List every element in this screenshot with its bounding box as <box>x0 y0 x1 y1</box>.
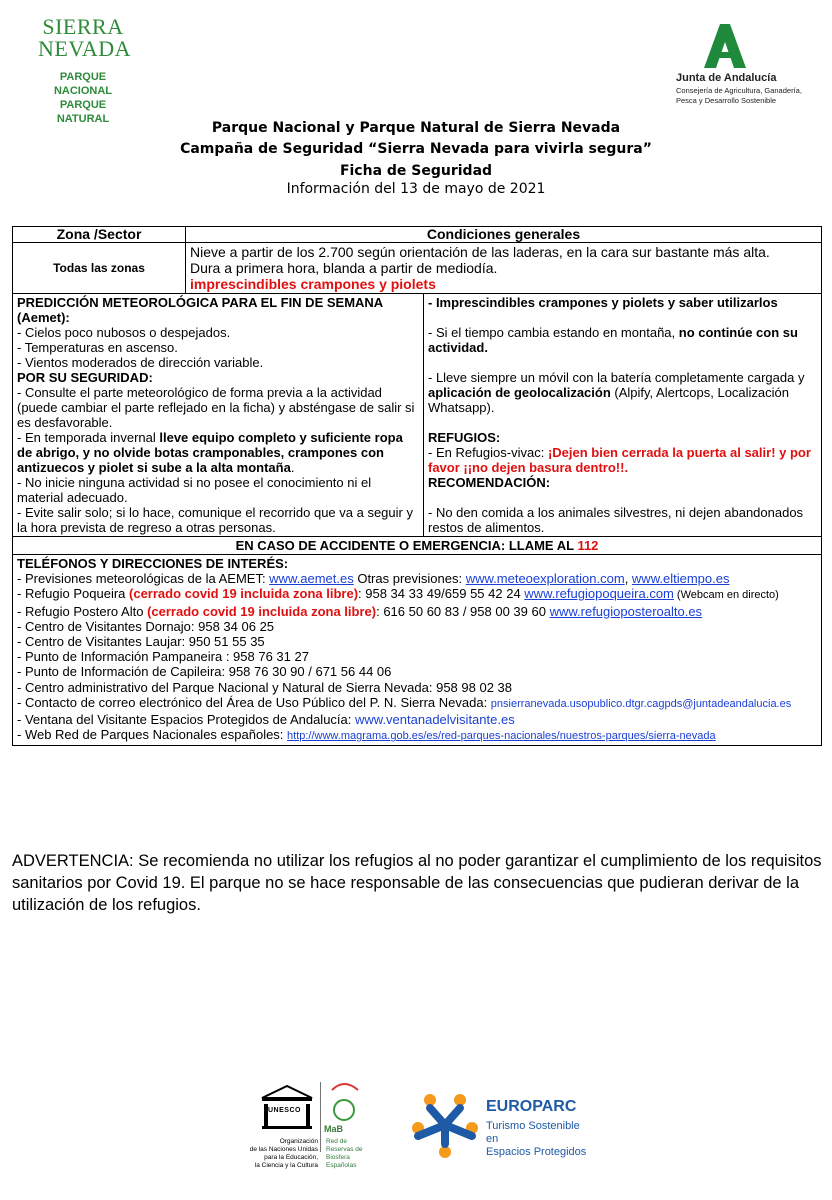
advice-text: - Lleve siempre un móvil con la batería completamente cargada y <box>428 370 805 385</box>
poqueira-link[interactable]: www.refugiopoqueira.com <box>524 586 674 602</box>
unesco-temple-icon <box>232 1080 382 1190</box>
mab-text: MaB <box>324 1124 344 1134</box>
junta-subtitle <box>676 86 816 106</box>
meteoexploration-link[interactable]: www.meteoexploration.com <box>465 571 625 587</box>
safety-text: . <box>290 460 295 475</box>
junta-emblem-icon <box>696 22 766 70</box>
eltiempo-link[interactable]: www.eltiempo.es <box>631 571 730 587</box>
emergency-label: EN CASO DE ACCIDENTE O EMERGENCIA: LLAME AL <box>235 538 578 553</box>
unesco-mab-logo <box>232 1080 382 1190</box>
europarc-logo <box>410 1090 590 1170</box>
phones-cell <box>13 555 822 746</box>
europarc-subtitle <box>486 1120 590 1159</box>
zone-cell: Todas las zonas <box>13 243 186 294</box>
advice-text: (Alpify, Alertcops, Localización Whatsapp). <box>428 385 790 415</box>
logo-text: NEVADA <box>38 36 132 61</box>
forecast-item: - Cielos poco nubosos o despejados. <box>17 325 231 340</box>
contact-text: : 616 50 60 83 / 958 00 39 60 <box>376 603 550 619</box>
contact-line: - Centro de Visitantes Dornajo: 958 34 06 25 <box>17 618 275 634</box>
zone-row <box>13 243 822 294</box>
closed-notice: (cerrado covid 19 incluida zona libre) <box>147 603 377 619</box>
phones-row <box>13 555 822 746</box>
conditions-cell <box>186 243 822 294</box>
posteroalto-link[interactable]: www.refugioposteroalto.es <box>549 603 703 619</box>
unesco-org-line: la Ciencia y la Cultura <box>254 1162 318 1169</box>
col-zone-header: Zona /Sector <box>13 227 186 243</box>
mab-red-line: Reservas de <box>326 1146 363 1153</box>
right-info-cell <box>424 294 822 537</box>
contact-text: - Web Red de Parques Nacionales españoles: <box>17 727 288 743</box>
safety-item: - No inicie ninguna actividad si no posee el conocimiento ni el material adecuado. <box>17 475 372 505</box>
mab-red-line: Red de <box>326 1138 347 1145</box>
table-header-row <box>13 227 822 243</box>
email-link[interactable]: pnsierranevada.usopublico.dtgr.cagpds@juntadeandalucia.es <box>490 697 792 710</box>
junta-sub-line: Consejería de Agricultura, Ganadería, <box>676 86 802 95</box>
covid-warning: ADVERTENCIA: Se recomienda no utilizar los refugios al no poder garantizar el cumplimiento de los requisitos sanitarios por Covid 19. El parque no se hace responsable de las consecuencias que pudieran derivar de la utilización de los refugios. <box>12 852 822 914</box>
europarc-sub-line: Espacios Protegidos <box>486 1146 587 1158</box>
safety-item <box>17 430 419 475</box>
sheet-title: Ficha de Seguridad <box>339 163 493 179</box>
contact-line <box>17 571 817 586</box>
contact-line <box>17 586 817 603</box>
emergency-row <box>13 537 822 555</box>
closed-notice: (cerrado covid 19 incluida zona libre) <box>129 586 359 602</box>
info-date: Información del 13 de mayo de 2021 <box>286 181 546 197</box>
refuges-item <box>428 445 817 475</box>
condition-line: Nieve a partir de los 2.700 según orientación de las laderas, en la cara sur bastante más alta. <box>190 244 770 260</box>
contact-text: - Previsiones meteorológicas de la AEMET: <box>17 571 270 587</box>
left-info-cell <box>13 294 424 537</box>
mab-red-text <box>326 1138 363 1170</box>
europarc-sub-line: Turismo Sostenible en <box>486 1120 580 1145</box>
contact-text: : 958 34 33 49/659 55 42 24 <box>358 586 525 602</box>
recommendation-title: RECOMENDACIÓN: <box>428 475 551 490</box>
condition-warning: imprescindibles crampones y piolets <box>190 276 436 292</box>
forecast-item: - Temperaturas en ascenso. <box>17 340 178 355</box>
contact-text: - Refugio Postero Alto <box>17 603 148 619</box>
unesco-org-line: Organización <box>279 1138 318 1145</box>
refuges-text: - En Refugios-vivac: <box>428 445 548 460</box>
safety-table <box>12 226 822 746</box>
advice-text: - Si el tiempo cambia estando en montaña, <box>428 325 679 340</box>
contact-line <box>17 712 817 727</box>
emergency-cell <box>13 537 822 555</box>
contact-line: - Punto de Información de Capileira: 958 76 30 90 / 671 56 44 06 <box>17 664 392 680</box>
contact-line <box>17 604 817 619</box>
col-conditions-header: Condiciones generales <box>186 227 822 243</box>
europarc-name: EUROPARC <box>486 1098 577 1115</box>
safety-item: - Evite salir solo; si lo hace, comunique el recorrido que va a seguir y la hora prevista de regreso a otras personas. <box>17 505 413 535</box>
logo-text: PARQUE NATURAL <box>56 99 110 125</box>
unesco-org-text <box>232 1138 318 1170</box>
info-row <box>13 294 822 537</box>
safety-title: POR SU SEGURIDAD: <box>17 370 153 385</box>
forecast-title: PREDICCIÓN METEOROLÓGICA PARA EL FIN DE SEMANA (Aemet): <box>17 295 383 325</box>
contact-line: - Punto de Información Pampaneira : 958 76 31 27 <box>17 649 309 665</box>
contact-line: - Centro administrativo del Parque Nacional y Natural de Sierra Nevada: 958 98 02 38 <box>17 679 512 695</box>
contact-text: - Ventana del Visitante Espacios Protegidos de Andalucía: <box>17 712 355 728</box>
contact-line <box>17 727 817 744</box>
junta-sub-line: Pesca y Desarrollo Sostenible <box>676 96 777 105</box>
advice-bold: no continúe con su actividad. <box>428 325 798 355</box>
advice-bold: aplicación de geolocalización <box>428 385 611 400</box>
contact-line: - Centro de Visitantes Laujar: 950 51 55 35 <box>17 634 265 650</box>
aemet-link[interactable]: www.aemet.es <box>269 571 354 587</box>
logo-text: PARQUE NACIONAL <box>53 71 113 97</box>
contact-text: (Webcam en directo) <box>673 589 779 602</box>
junta-name: Junta de Andalucía <box>676 72 777 84</box>
mab-red-line: Biosfera <box>326 1154 350 1161</box>
advice-item <box>428 370 817 415</box>
logo-text: SIERRA <box>42 14 124 39</box>
refuges-title: REFUGIOS: <box>428 430 501 445</box>
sierra-nevada-logo <box>38 14 132 126</box>
unesco-org-line: de las Naciones Unidas <box>249 1146 318 1153</box>
safety-text: - En temporada invernal <box>17 430 160 445</box>
safety-bold: lleve equipo completo y suficiente ropa de abrigo, y no olvide botas cramponables, crampones con antizuecos y piolet si sube a la alta montaña <box>17 430 403 475</box>
unesco-org-line: para la Educación, <box>264 1154 318 1161</box>
unesco-word: UNESCO <box>268 1107 301 1114</box>
contact-text: Otras previsiones: <box>353 571 466 587</box>
advice-item <box>428 325 817 355</box>
europarc-figures-icon <box>410 1090 480 1160</box>
contact-text: - Refugio Poqueira <box>17 586 130 602</box>
advice-item: - Imprescindibles crampones y piolets y saber utilizarlos <box>428 295 778 310</box>
recommendation-item: - No den comida a los animales silvestres, ni dejen abandonados restos de alimentos. <box>428 505 804 535</box>
contact-text: , <box>624 571 632 587</box>
contact-text: - Contacto de correo electrónico del Área de Uso Público del P. N. Sierra Nevada: <box>17 694 491 710</box>
emergency-number: 112 <box>577 538 599 553</box>
ventana-link[interactable]: www.ventanadelvisitante.es <box>355 712 515 728</box>
phones-title: TELÉFONOS Y DIRECCIONES DE INTERÉS: <box>17 556 289 571</box>
contact-line <box>17 695 817 712</box>
forecast-item: - Vientos moderados de dirección variable. <box>17 355 264 370</box>
mab-red-line: Españolas <box>326 1162 357 1169</box>
magrama-link[interactable]: http://www.magrama.gob.es/es/red-parques-nacionales/nuestros-parques/sierra-nevada <box>287 730 716 743</box>
safety-item: - Consulte el parte meteorológico de forma previa a la actividad (puede cambiar el parte reflejado en la ficha) y absténgase de salir si es desfavorable. <box>17 385 415 430</box>
condition-line: Dura a primera hora, blanda a partir de mediodía. <box>190 260 498 276</box>
campaign-title: Campaña de Seguridad “Sierra Nevada para vivirla segura” <box>180 141 652 157</box>
doc-title: Parque Nacional y Parque Natural de Sierra Nevada <box>211 120 621 136</box>
refuges-warning: ¡Dejen bien cerrada la puerta al salir! y por favor ¡¡no dejen basura dentro!!. <box>428 445 811 475</box>
